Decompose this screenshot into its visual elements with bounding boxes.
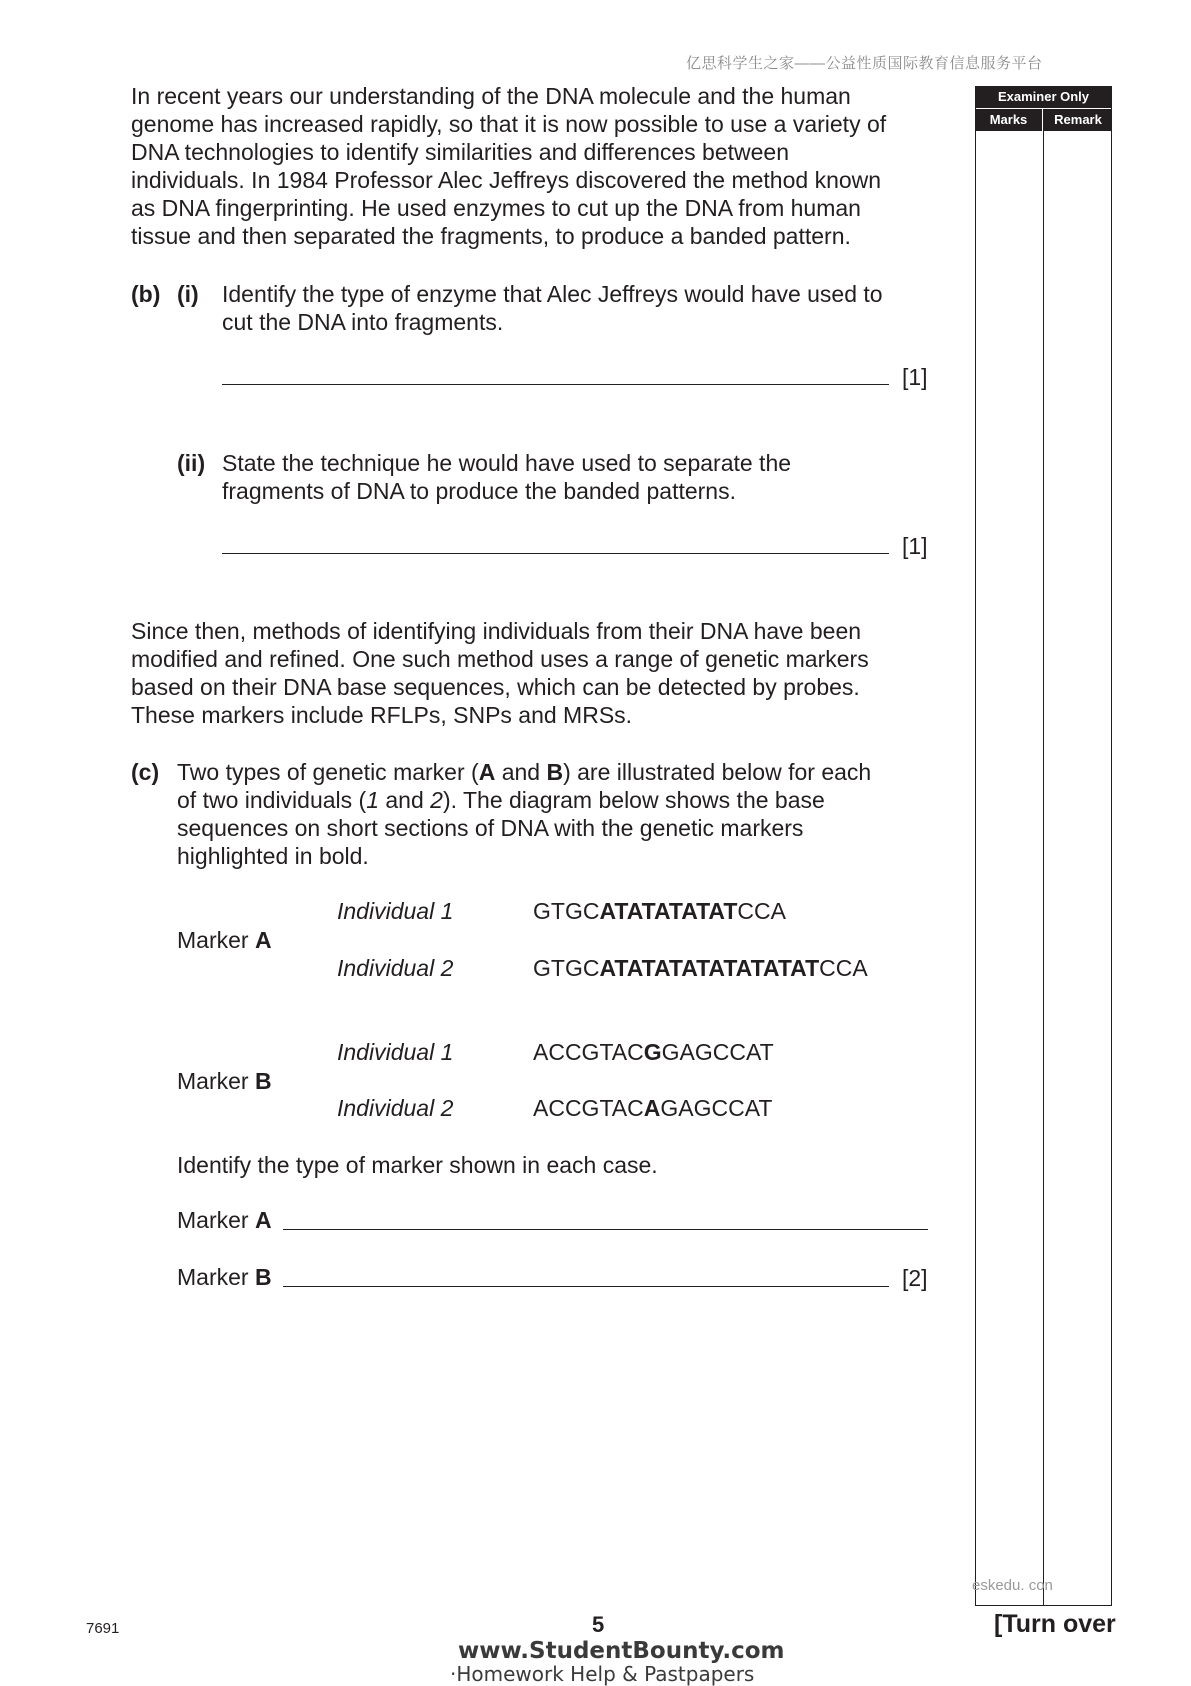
answer-line-marker-b[interactable] <box>283 1286 889 1287</box>
examiner-column-divider <box>1043 109 1044 1606</box>
marker-b-seq-2: ACCGTACAGAGCCAT <box>533 1095 773 1121</box>
mark-b-ii: [1] <box>902 533 928 559</box>
question-b-ii-text: State the technique he would have used to separate the fragments of DNA to produce the banded patterns. <box>222 450 792 504</box>
marker-b-seq-1: ACCGTACGGAGCCAT <box>533 1039 774 1065</box>
remark-header: Remark <box>1044 109 1112 131</box>
examiner-only-header: Examiner Only <box>975 86 1112 108</box>
answer-marker-a-label: Marker A <box>177 1207 272 1233</box>
marks-header: Marks <box>975 109 1042 131</box>
paper-code: 7691 <box>86 1620 120 1637</box>
studentbounty-url[interactable]: www.StudentBounty.com <box>458 1638 785 1664</box>
page-number: 5 <box>592 1612 605 1637</box>
answer-line-marker-a[interactable] <box>283 1229 928 1230</box>
question-c-text: Two types of genetic marker (A and B) are illustrated below for each of two individuals (1 and 2). The diagram below shows the base sequences on short sections of DNA with the genetic markers highlighted in bold. <box>177 759 872 869</box>
marker-a-individual-1: Individual 1 <box>337 898 454 924</box>
top-watermark: 亿思科学生之家——公益性质国际教育信息服务平台 <box>686 55 1043 72</box>
answer-line-b-ii[interactable] <box>222 553 889 554</box>
marker-b-individual-2: Individual 2 <box>337 1095 454 1121</box>
eskedu-watermark: eskedu. con <box>972 1577 1053 1594</box>
marker-a-seq-2: GTGCATATATATATATATATCCA <box>533 955 868 981</box>
question-b-i-label: (i) <box>177 281 199 307</box>
mark-c: [2] <box>902 1265 928 1291</box>
question-b-i-text: Identify the type of enzyme that Alec Jeffreys would have used to cut the DNA into fragments. <box>222 281 883 335</box>
answer-marker-b-label: Marker B <box>177 1264 272 1290</box>
question-b-label: (b) <box>131 281 161 307</box>
turn-over: [Turn over <box>994 1610 1116 1638</box>
answer-line-b-i[interactable] <box>222 384 889 385</box>
marker-b-individual-1: Individual 1 <box>337 1039 454 1065</box>
since-paragraph: Since then, methods of identifying individuals from their DNA have been modified and refined. One such method uses a range of genetic markers based on their DNA base sequences, which can be detected by probes. These markers include RFLPs, SNPs and MRSs. <box>131 618 869 728</box>
question-b-ii-label: (ii) <box>177 450 206 476</box>
question-c-instruction: Identify the type of marker shown in each case. <box>177 1152 658 1178</box>
marker-a-label: Marker A <box>177 927 272 953</box>
studentbounty-tagline: ·Homework Help & Pastpapers <box>450 1662 755 1686</box>
mark-b-i: [1] <box>902 364 928 390</box>
marker-a-individual-2: Individual 2 <box>337 955 454 981</box>
intro-paragraph: In recent years our understanding of the DNA molecule and the human genome has increased rapidly, so that it is now possible to use a variety of DNA technologies to identify similarities and differences between individuals. In 1984 Professor Alec Jeffreys discovered the method known as DNA fingerprinting. He used enzymes to cut up the DNA from human tissue and then separated the fragments, to produce a banded pattern. <box>131 83 887 249</box>
question-c-label: (c) <box>131 759 160 785</box>
marker-a-seq-1: GTGCATATATATATCCA <box>533 898 786 924</box>
marker-b-label: Marker B <box>177 1068 272 1094</box>
